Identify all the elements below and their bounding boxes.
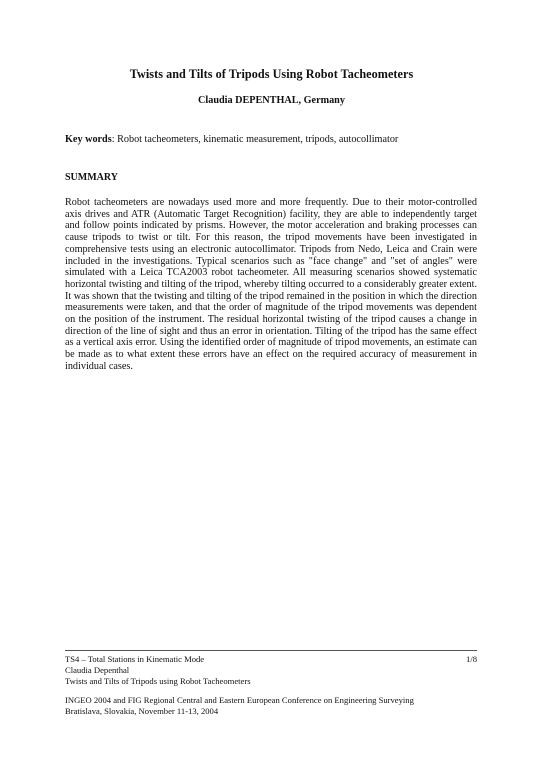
summary-paragraph: Robot tacheometers are nowadays used more and more frequently. Due to their motor-controlled axis drives and ATR (Automatic Target Recognition) facility, they are able to independently target and follow points indicated by prisms. However, the motor acceleration and braking processes can cause tripods to twist or tilt. For this reason, the tripod movements have been investigated in comprehensive tests using an electronic autocollimator. Tripods from Nedo, Leica and Crain were included in the investigations. Typical scenarios such as "face change" and "set of angles" were simulated with a Leica TCA2003 robot tacheometer. All measuring scenarios showed systematic horizontal twisting and tilting of the tripod, whereby tilting occurred to a considerably greater extent. It was shown that the twisting and tilting of the tripod remained in the position in which the direction measurements were taken, and that the order of magnitude of the tripod movements was dependent on the position of the instrument. The residual horizontal twisting of the tripod causes a change in direction of the line of sight and thus an error in orientation. Tilting of the tripod has the same effect as a vertical axis error. Using the identified order of magnitude of tripod movements, an estimate can be made as to what extent these errors have an effect on the required accuracy of measurement in individual cases. — [65, 197, 477, 372]
footer-divider — [65, 650, 477, 651]
paper-author: Claudia DEPENTHAL, Germany — [198, 95, 345, 106]
page-footer — [65, 654, 477, 717]
footer-paper-title: Twists and Tilts of Tripods using Robot Tacheometers — [65, 676, 251, 686]
keywords-separator: : — [111, 134, 118, 145]
footer-conference: INGEO 2004 and FIG Regional Central and Eastern European Conference on Engineering Surveying — [65, 695, 414, 705]
keywords-text: Robot tacheometers, kinematic measurement, tripods, autocollimator — [117, 134, 399, 145]
keywords-label: Key words — [65, 134, 112, 145]
summary-heading: SUMMARY — [65, 172, 118, 183]
footer-session: TS4 – Total Stations in Kinematic Mode — [65, 654, 205, 664]
keywords-line — [65, 134, 398, 145]
page-number: 1/8 — [466, 654, 477, 664]
footer-spacer — [65, 687, 477, 695]
footer-author: Claudia Depenthal — [65, 665, 130, 675]
paper-title: Twists and Tilts of Tripods Using Robot Tacheometers — [129, 67, 414, 81]
footer-location-date: Bratislava, Slovakia, November 11-13, 2004 — [65, 706, 219, 716]
